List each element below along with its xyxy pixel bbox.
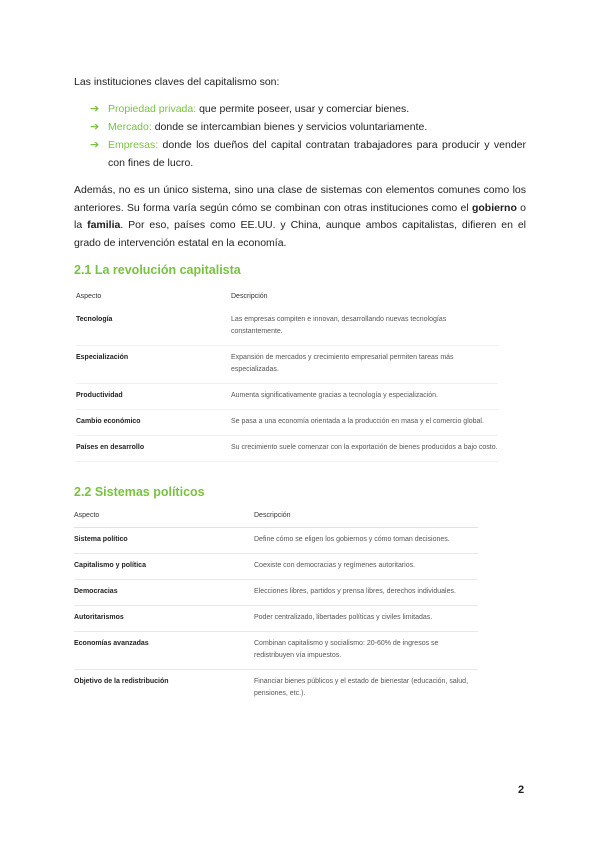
- list-item: [90, 136, 526, 172]
- bullet-term: Empresas:: [108, 139, 163, 151]
- table-row: [76, 308, 498, 346]
- table-row: [74, 580, 478, 606]
- paragraph-text: o la: [74, 201, 526, 231]
- aspect-cell: Países en desarrollo: [76, 444, 145, 451]
- column-header-description: Descripción: [254, 512, 291, 519]
- bullet-text: donde se intercambian bienes y servicios voluntariamente.: [154, 121, 428, 133]
- description-cell: Coexiste con democracias y regímenes autoritarios.: [254, 562, 416, 569]
- body-paragraph: [74, 182, 526, 252]
- table-row: [74, 670, 478, 708]
- arrow-right-icon: ➔: [90, 121, 100, 133]
- paragraph-text: . Por eso, países como EE.UU. y China, aunque ambos capitalistas, difieren en el grado de intervención estatal en la economía.: [74, 219, 527, 249]
- bullet-text: donde los dueños del capital contratan trabajadores para producir y vender con fines de lucro.: [108, 139, 526, 169]
- list-item: [90, 118, 526, 136]
- table-row: [76, 436, 498, 462]
- description-cell: Expansión de mercados y crecimiento empresarial permiten tareas más especializadas.: [231, 354, 454, 373]
- aspect-cell: Sistema político: [74, 536, 128, 543]
- section-heading-capitalist-revolution: 2.1 La revolución capitalista: [74, 263, 241, 277]
- table-row: [74, 606, 478, 632]
- aspect-cell: Autoritarismos: [74, 614, 124, 621]
- institutions-list: [90, 100, 526, 172]
- column-header-aspect: Aspecto: [74, 512, 100, 519]
- table-row: [74, 528, 478, 554]
- table-row: [74, 554, 478, 580]
- description-cell: Se pasa a una economía orientada a la producción en masa y el comercio global.: [231, 418, 484, 425]
- aspect-cell: Especialización: [76, 354, 129, 361]
- aspect-cell: Capitalismo y política: [74, 562, 146, 569]
- aspect-cell: Tecnología: [76, 316, 113, 323]
- political-systems-table: [74, 512, 478, 707]
- intro-text: Las instituciones claves del capitalismo son:: [74, 76, 280, 88]
- list-item: [90, 100, 526, 118]
- description-cell: Combinan capitalismo y socialismo: 20-60% de ingresos se redistribuyen vía impuestos.: [254, 640, 439, 659]
- paragraph-text: Además, no es un único sistema, sino una clase de sistemas con elementos comunes como los anteriores. Su forma varía según cómo se combinan con otras instituciones como el: [74, 184, 526, 214]
- aspect-cell: Cambio económico: [76, 418, 141, 425]
- table-row: [76, 384, 498, 410]
- aspect-cell: Productividad: [76, 392, 123, 399]
- description-cell: Aumenta significativamente gracias a tecnología y especialización.: [231, 392, 439, 399]
- capitalist-revolution-table: [76, 293, 498, 462]
- table-row: [76, 410, 498, 436]
- aspect-cell: Economías avanzadas: [74, 640, 149, 647]
- page-number: 2: [518, 784, 525, 796]
- column-header-aspect: Aspecto: [76, 293, 102, 300]
- table-row: [74, 632, 478, 670]
- description-cell: Las empresas compiten e innovan, desarrollando nuevas tecnologías constantemente.: [231, 316, 447, 335]
- description-cell: Poder centralizado, libertades políticas y civiles limitadas.: [254, 614, 433, 621]
- aspect-cell: Objetivo de la redistribución: [74, 678, 169, 685]
- arrow-right-icon: ➔: [90, 139, 100, 151]
- description-cell: Su crecimiento suele comenzar con la exportación de bienes producidos a bajo costo.: [231, 444, 498, 451]
- table-row: [76, 346, 498, 384]
- description-cell: Financiar bienes públicos y el estado de bienestar (educación, salud, pensiones, etc.).: [254, 678, 469, 697]
- section-heading-political-systems: 2.2 Sistemas políticos: [74, 485, 205, 499]
- column-header-description: Descripción: [231, 293, 268, 300]
- aspect-cell: Democracias: [74, 588, 118, 595]
- description-cell: Elecciones libres, partidos y prensa libres, derechos individuales.: [254, 588, 456, 595]
- bullet-term: Mercado:: [108, 121, 155, 133]
- description-cell: Define cómo se eligen los gobiernos y cómo toman decisiones.: [254, 536, 450, 543]
- bullet-text: que permite poseer, usar y comerciar bienes.: [199, 103, 410, 115]
- bullet-term: Propiedad privada:: [108, 103, 200, 115]
- arrow-right-icon: ➔: [90, 103, 100, 115]
- paragraph-bold-term: gobierno: [471, 201, 517, 214]
- paragraph-bold-term: familia: [87, 219, 121, 231]
